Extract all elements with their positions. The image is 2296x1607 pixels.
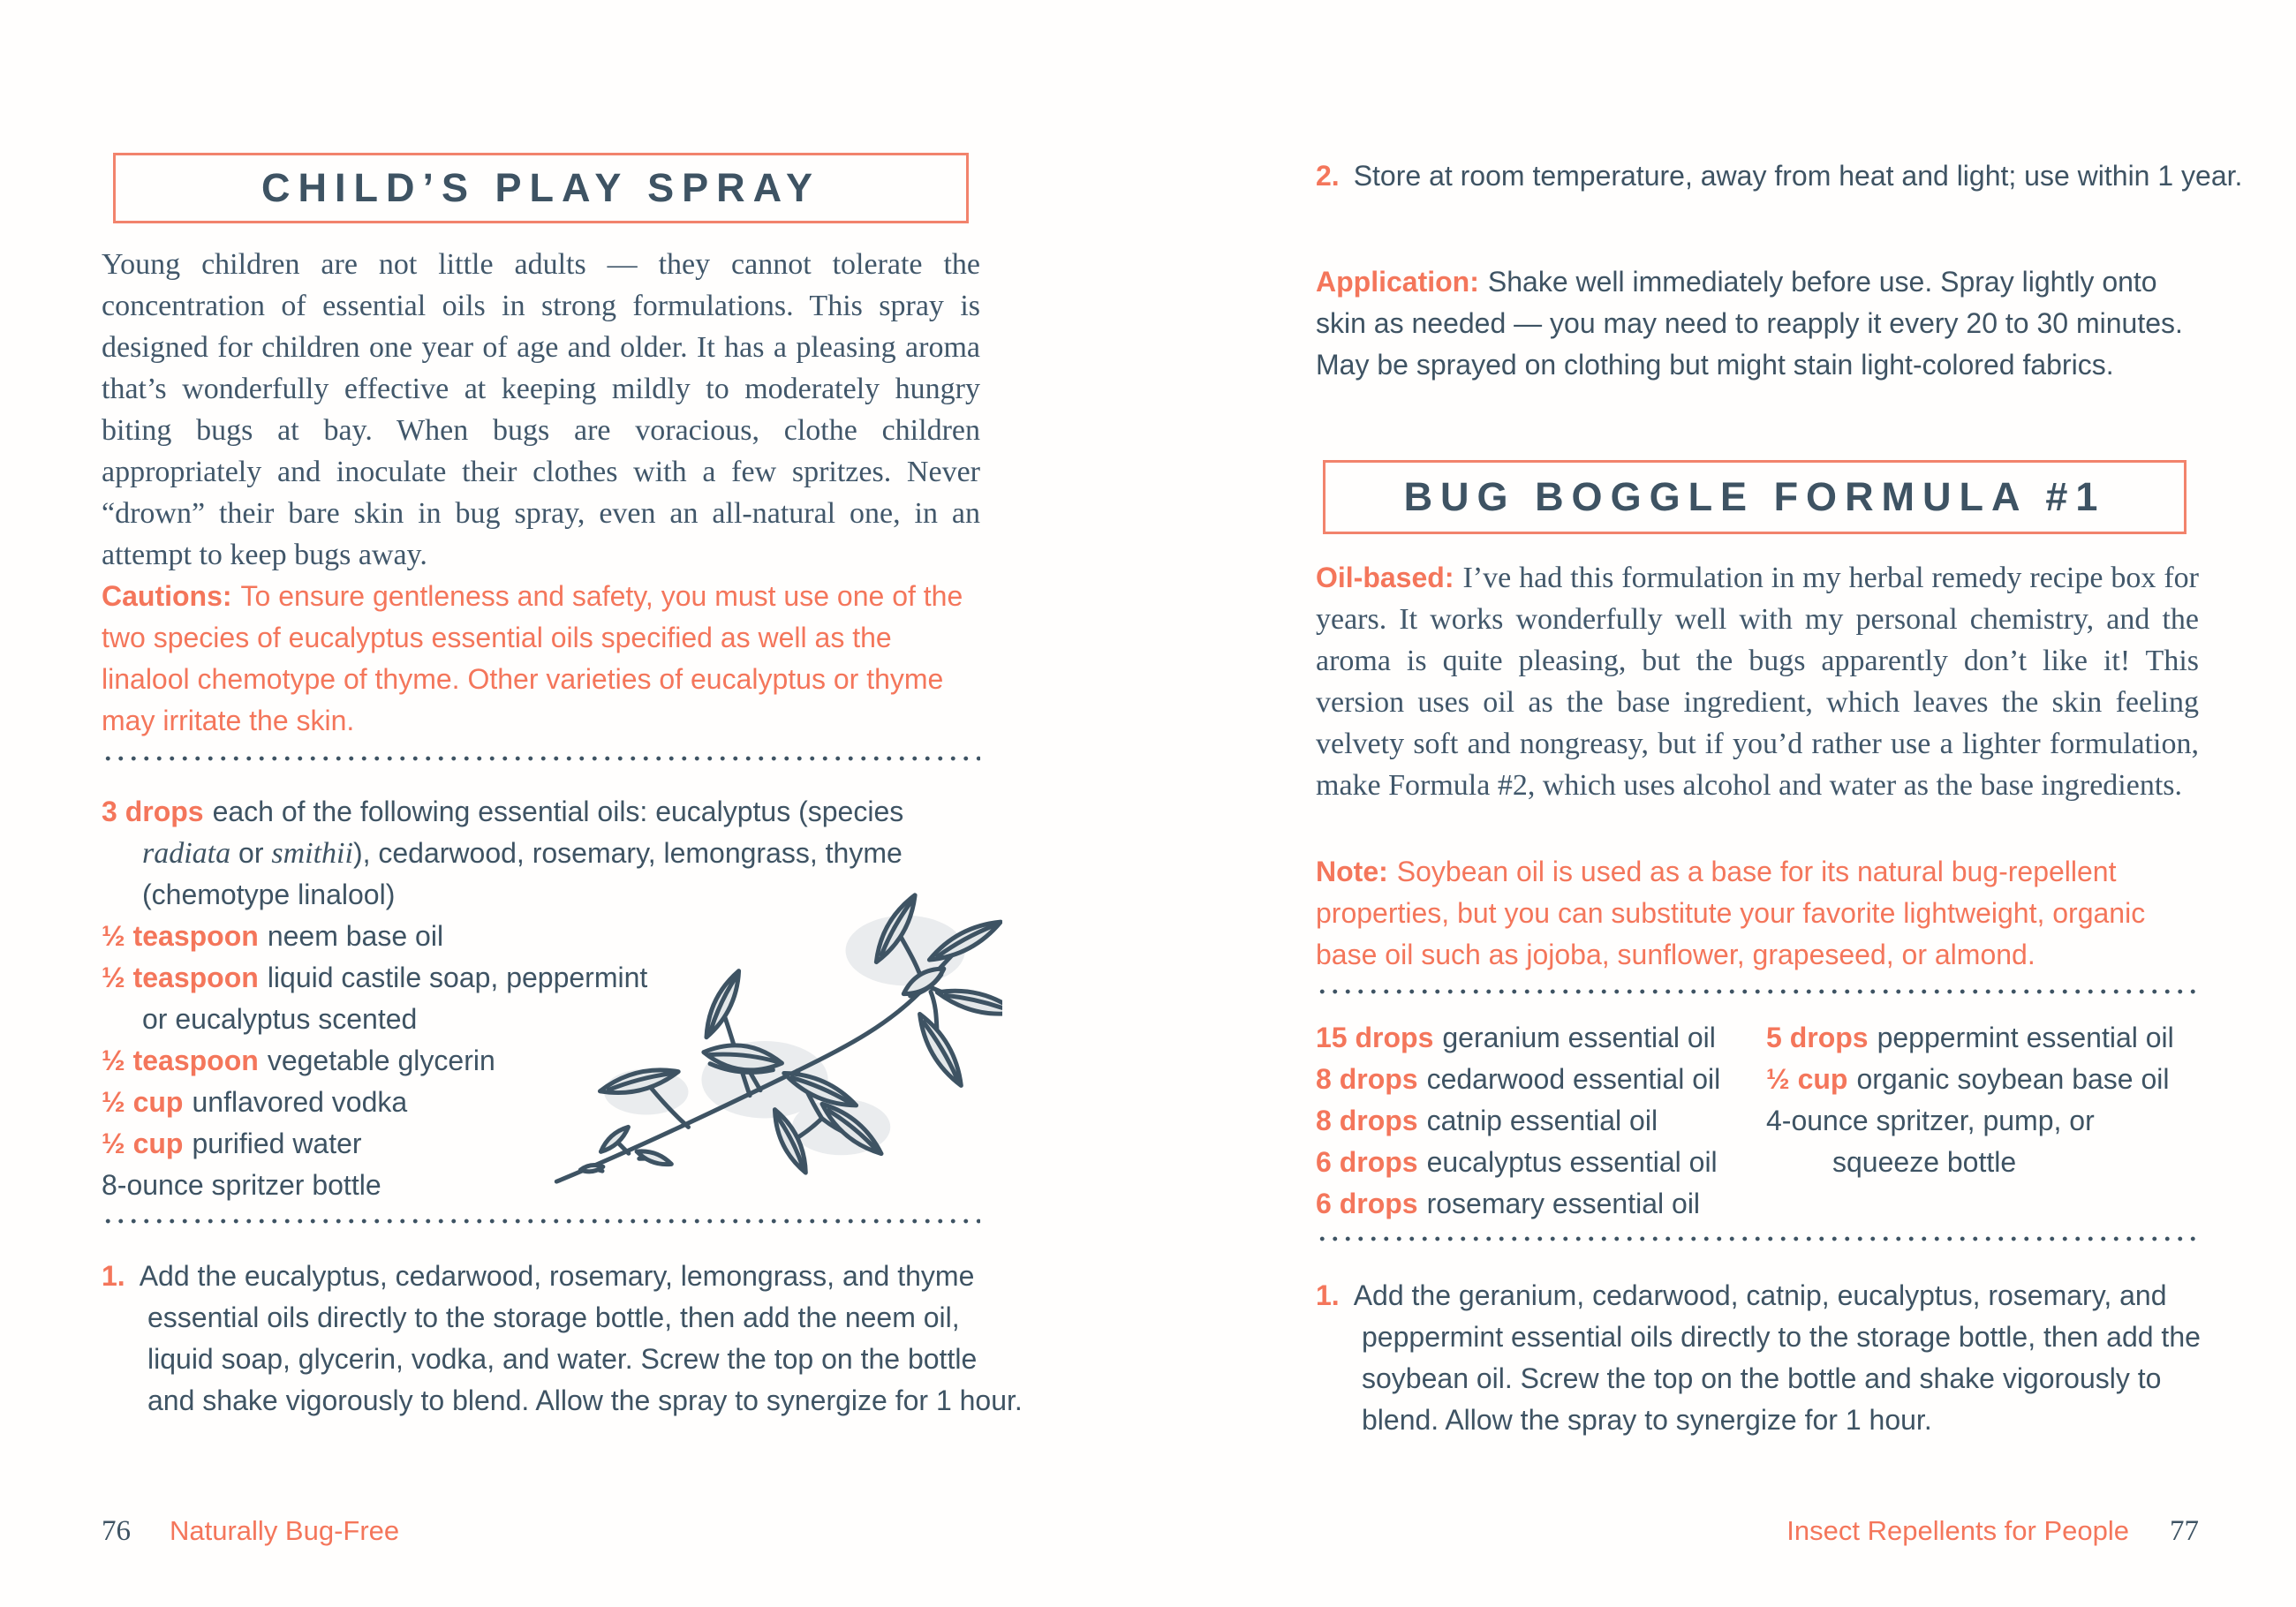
- application-label: Application:: [1316, 266, 1479, 298]
- ingredient-amount: ½ cup: [1766, 1063, 1848, 1095]
- instruction-step: [1316, 155, 2245, 197]
- step-text: Add the eucalyptus, cedarwood, rosemary, lemongrass, and thyme essential oils directly to the storage bottle, then add the neem oil, liquid soap, glycerin, vodka, and water. Screw the top on the bottle and shake vigorously to blend. Allow the spray to synergize for 1 hour.: [139, 1260, 1023, 1416]
- ingredient-amount: ½ cup: [102, 1128, 184, 1159]
- oil-based-paragraph: [1316, 557, 2199, 806]
- ingredient-amount: ½ teaspoon: [102, 1045, 259, 1076]
- page-left: [102, 0, 1023, 1607]
- ingredient-amount: 8 drops: [1316, 1063, 1418, 1095]
- dotted-separator: [1316, 989, 2199, 994]
- ingredients-column: [1316, 1017, 1766, 1225]
- ingredient-text: 4-ounce spritzer, pump, or squeeze bottle: [1766, 1105, 2095, 1178]
- note-text: Soybean oil is used as a base for its natural bug-repellent properties, but you can substitute your favorite lightweight, organic base oil such as jojoba, sunflower, grapeseed, or almond.: [1316, 856, 2146, 970]
- species-name: radiata: [142, 837, 231, 870]
- page-footer: [1316, 1515, 2199, 1548]
- ingredient-text: vegetable glycerin: [267, 1045, 495, 1076]
- note-label: Note:: [1316, 856, 1388, 887]
- step-number: 1.: [1316, 1279, 1340, 1311]
- ingredient-item: [1766, 1059, 2199, 1100]
- ingredient-item: 3 drops each of the following essential oils: eucalyptus (species radiata or smithii), cedarwood, rosemary, lemongrass, thyme (chemotype linalool): [102, 796, 904, 910]
- cautions-paragraph: [102, 576, 980, 742]
- running-title: Insect Repellents for People: [1786, 1515, 2129, 1546]
- ingredient-item: [1766, 1017, 2199, 1059]
- page-number: 77: [2170, 1515, 2199, 1547]
- dotted-separator: [102, 1218, 980, 1224]
- dotted-separator: [102, 756, 980, 761]
- ingredient-amount: ½ cup: [102, 1086, 184, 1118]
- ingredient-item: [1316, 1017, 1766, 1059]
- ingredient-amount: 6 drops: [1316, 1146, 1418, 1178]
- running-title: Naturally Bug-Free: [170, 1515, 400, 1546]
- recipe-title: BUG BOGGLE FORMULA #1: [1403, 474, 2106, 519]
- oil-based-text: I’ve had this formulation in my herbal remedy recipe box for years. It works wonderfully well with my personal chemistry, and the aroma is quite pleasing, but the bugs apparently don’t like it! This version uses oil as the base ingredient, which leaves the skin feeling velvety soft and nongreasy, but if you’d rather use a lighter formulation, make Formula #2, which uses alcohol and water as the base ingredients.: [1316, 562, 2199, 802]
- note-paragraph: [1316, 851, 2199, 976]
- ingredient-text: 8-ounce spritzer bottle: [102, 1169, 381, 1201]
- ingredient-amount: ½ teaspoon: [102, 920, 259, 952]
- ingredient-text: peppermint essential oil: [1877, 1022, 2174, 1053]
- ingredient-item: [1316, 1183, 1766, 1225]
- recipe-title: CHILD’S PLAY SPRAY: [261, 165, 820, 210]
- page-number: 76: [102, 1515, 131, 1547]
- species-name: smithii: [271, 837, 353, 870]
- ingredient-text: rosemary essential oil: [1426, 1188, 1701, 1219]
- instruction-step: [102, 1256, 1026, 1422]
- step-number: 1.: [102, 1260, 125, 1292]
- ingredient-text: organic soybean base oil: [1856, 1063, 2170, 1095]
- ingredient-item: [1316, 1100, 1766, 1142]
- ingredient-text: unflavored vodka: [192, 1086, 408, 1118]
- ingredient-text: eucalyptus essential oil: [1426, 1146, 1718, 1178]
- ingredients-list: [102, 791, 980, 1206]
- ingredient-amount: 8 drops: [1316, 1105, 1418, 1136]
- application-text: Shake well immediately before use. Spray lightly onto skin as needed — you may need to reapply it every 20 to 30 minutes. May be sprayed on clothing but might stain light-colored fabrics.: [1316, 266, 2183, 381]
- ingredient-text: catnip essential oil: [1426, 1105, 1658, 1136]
- ingredients-column: [1766, 1017, 2199, 1225]
- application-paragraph: [1316, 261, 2199, 386]
- ingredients-list: [1316, 1017, 2199, 1225]
- recipe-title-box: [113, 153, 969, 223]
- ingredient-amount: ½ teaspoon: [102, 962, 259, 993]
- ingredient-item: [1316, 1059, 1766, 1100]
- ingredient-amount: 6 drops: [1316, 1188, 1418, 1219]
- recipe-title-box: [1323, 460, 2186, 534]
- page-footer: [102, 1515, 980, 1548]
- thyme-sprig-illustration: [536, 876, 1002, 1201]
- ingredient-text: liquid castile soap, peppermint or eucalyptus scented: [142, 962, 648, 1035]
- page-right: [1316, 0, 2243, 1607]
- cautions-label: Cautions:: [102, 580, 232, 612]
- step-number: 2.: [1316, 160, 1340, 192]
- ingredient-text: cedarwood essential oil: [1426, 1063, 1721, 1095]
- intro-paragraph: Young children are not little adults — they cannot tolerate the concentration of essential oils in strong formulations. This spray is designed for children one year of age and older. It has a pleasing aroma that’s wonderfully effective at keeping mildly to moderately hungry biting bugs at bay. When bugs are voracious, clothe children appropriately and inoculate their clothes with a few spritzes. Never “drown” their bare skin in bug spray, even an all-natural one, in an attempt to keep bugs away.: [102, 248, 980, 571]
- ingredient-text: purified water: [192, 1128, 362, 1159]
- ingredient-amount: 3 drops: [102, 796, 204, 827]
- ingredient-text: neem base oil: [267, 920, 444, 952]
- step-text: Store at room temperature, away from heat and light; use within 1 year.: [1353, 160, 2243, 192]
- ingredient-text: geranium essential oil: [1442, 1022, 1716, 1053]
- ingredient-item: [1766, 1100, 2199, 1183]
- dotted-separator: [1316, 1236, 2199, 1241]
- ingredient-item: [1316, 1142, 1766, 1183]
- cautions-text: To ensure gentleness and safety, you must use one of the two species of eucalyptus essential oils specified as well as the linalool chemotype of thyme. Other varieties of eucalyptus or thyme may irritate the skin.: [102, 580, 963, 736]
- ingredient-text: each of the following essential oils: eucalyptus (species: [212, 796, 904, 827]
- instruction-step: [1316, 1275, 2245, 1441]
- ingredient-amount: 5 drops: [1766, 1022, 1869, 1053]
- step-text: Add the geranium, cedarwood, catnip, eucalyptus, rosemary, and peppermint essential oils directly to the storage bottle, then add the soybean oil. Screw the top on the bottle and shake vigorously to blend. Allow the spray to synergize for 1 hour.: [1353, 1279, 2201, 1436]
- oil-based-label: Oil-based:: [1316, 562, 1454, 593]
- ingredient-amount: 15 drops: [1316, 1022, 1434, 1053]
